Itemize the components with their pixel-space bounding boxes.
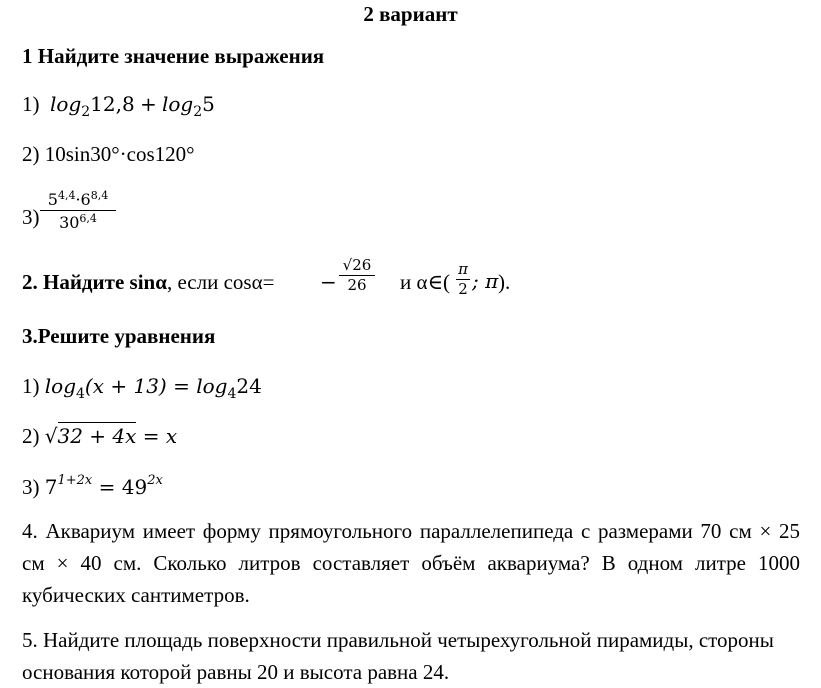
sqrt-sign: √: [44, 424, 58, 448]
eq1-number: 1): [22, 374, 40, 398]
task5-text: 5. Найдите площадь поверхности правильной четырехугольной пирамиды, стороны основания которой равны 20 и высота равна 24.: [22, 628, 774, 684]
frac-exp-b: 8,4: [90, 189, 109, 202]
frac-exp-a: 4,4: [57, 189, 76, 202]
cos-fraction: [339, 258, 375, 293]
eq3-base1: 7: [44, 475, 58, 499]
frac-den-exp: 6,4: [79, 212, 97, 225]
task3-eq1: [22, 376, 262, 401]
log-base-2: 2: [193, 104, 203, 120]
frac-den-base: 30: [59, 213, 80, 232]
cos-frac-den: 26: [347, 276, 367, 294]
page-title: 2 вариант: [363, 2, 458, 26]
eq1-log2: log: [196, 374, 228, 398]
eq2-rhs: = x: [136, 424, 178, 448]
task4-text: 4. Аквариум имеет форму прямоугольного параллелепипеда с размерами 70 см × 25 см × 40 см. Сколько литров составляет объём аквариума? В одном литре 1000 кубических сантиметров.: [22, 519, 800, 607]
task2-text: , если cosα=: [166, 270, 275, 294]
fraction-bar: [40, 210, 116, 211]
task3-heading: 3.Решите уравнения: [22, 324, 216, 348]
task2-heading: 2. Найдите sinα: [22, 270, 167, 294]
eq3-eq: =: [92, 475, 122, 499]
minus-sign: −: [320, 270, 337, 294]
task1-item3-number: 3): [22, 205, 40, 229]
pi-fraction: [456, 262, 470, 297]
log-arg2: 5: [202, 92, 215, 116]
eq1-expr: (x + 13) =: [84, 374, 197, 398]
eq3-base2: 49: [121, 475, 148, 499]
log-text: log: [50, 92, 82, 116]
task1-item3-fraction: [40, 190, 116, 231]
interval-close: ).: [498, 270, 511, 294]
interval-tail: ; π: [472, 269, 499, 293]
pi-frac-num: π: [458, 260, 468, 278]
eq1-arg2: 24: [236, 374, 262, 398]
frac-dot: ·: [75, 190, 81, 209]
task3-eq2: [22, 426, 177, 447]
task3-eq3: [22, 474, 163, 498]
eq2-number: 2): [22, 424, 40, 448]
frac-base-b: 6: [80, 190, 91, 209]
task1-item2: 2) 10sin30°·cos120°: [22, 142, 195, 166]
eq1-base: 4: [76, 386, 85, 402]
pi-frac-den: 2: [458, 280, 468, 298]
eq1-base2: 4: [227, 386, 237, 402]
alpha-interval-open: и α∈(: [400, 270, 451, 294]
item1-number: 1): [22, 92, 40, 116]
task2-line: [22, 272, 274, 293]
task1-heading: 1 Найдите значение выражения: [22, 44, 325, 68]
log-text-2: log: [161, 92, 194, 116]
eq3-number: 3): [22, 475, 40, 499]
task1-item1: [22, 94, 215, 119]
cos-frac-num: √26: [342, 256, 372, 274]
eq3-exp2: 2x: [147, 473, 163, 488]
eq3-exp1: 1+2x: [57, 473, 93, 488]
eq2-radicand: 32 + 4x: [57, 424, 137, 448]
log-arg1: 12,8: [90, 92, 135, 116]
eq1-log: log: [44, 374, 76, 398]
frac-base-a: 5: [47, 190, 58, 209]
plus-sign: +: [139, 92, 157, 116]
log-base: 2: [81, 104, 91, 120]
